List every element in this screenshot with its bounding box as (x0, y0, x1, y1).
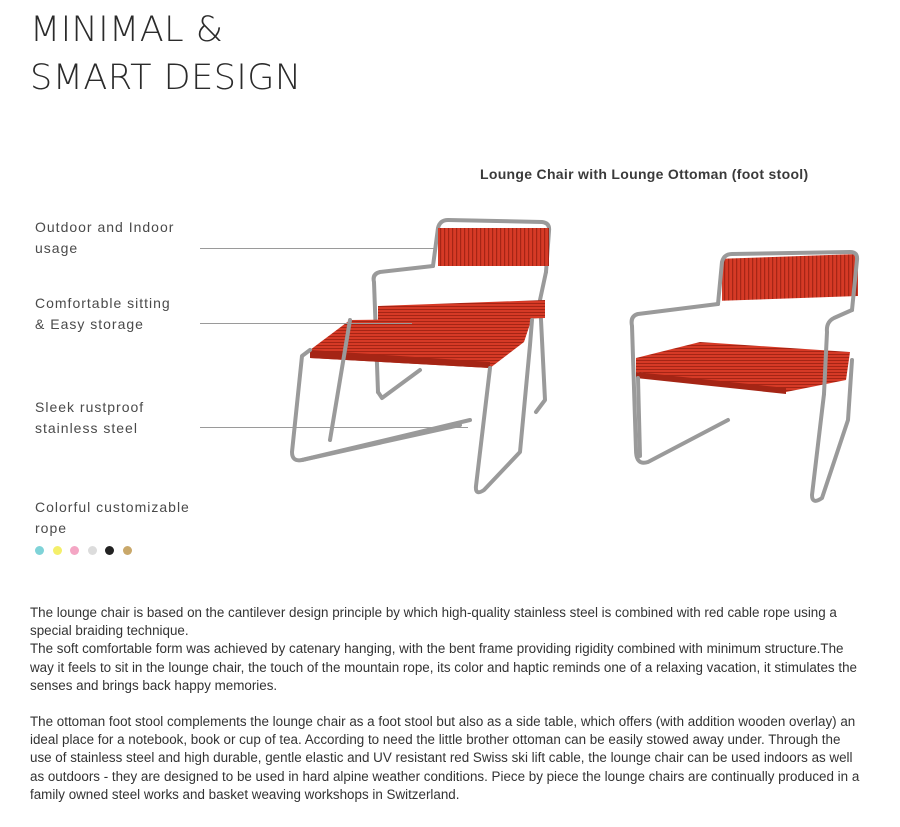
left-chair-back-rope (438, 228, 549, 266)
feature-comfort (35, 293, 171, 335)
feature-usage-line2: usage (35, 240, 79, 256)
feature-usage-line1: Outdoor and Indoor (35, 219, 175, 235)
swatch-turquoise (35, 546, 44, 555)
swatch-black (105, 546, 114, 555)
swatch-pink (70, 546, 79, 555)
product-description (30, 604, 865, 822)
feature-steel (35, 397, 144, 439)
color-swatches (35, 546, 132, 555)
right-lounge-chair (632, 252, 858, 501)
feature-usage (35, 217, 174, 259)
feature-comfort-line1: Comfortable sitting (35, 295, 171, 311)
feature-steel-line1: Sleek rustproof (35, 399, 145, 415)
leader-line-usage (200, 248, 435, 249)
leader-line-comfort (200, 323, 412, 324)
feature-rope-line1: Colorful customizable (35, 499, 190, 515)
product-caption: Lounge Chair with Lounge Ottoman (foot stool) (480, 166, 809, 182)
description-p1a: The lounge chair is based on the cantilever design principle by which high-quality stainless steel is combined with red cable rope using a special braiding technique. (30, 605, 837, 639)
description-paragraph-2: The ottoman foot stool complements the lounge chair as a foot stool but also as a side table, which offers (with addition wooden overlay) an ideal place for a notebook, book or cup of tea. According to need the little brother ottoman can be easily stowed away under. Through the use of stainless steel and high durable, gentle elastic and UV resistant red Swiss ski lift cable, the lounge chair can be used indoors as well as outdoors - they are designed to be used in hard alpine weather conditions. Piece by piece the lounge chairs are continually produced in a family owned steel works and basket weaving workshops in Switzerland. (30, 714, 860, 802)
description-paragraph-1 (30, 604, 865, 695)
swatch-light-grey (88, 546, 97, 555)
feature-comfort-line2: & Easy storage (35, 316, 144, 332)
swatch-yellow (53, 546, 62, 555)
feature-rope-line2: rope (35, 520, 68, 536)
description-p1b: The soft comfortable form was achieved by catenary hanging, with the bent frame providing rigidity combined with minimum structure.The way it feels to sit in the lounge chair, the touch of the mountain rope, its color and haptic reminds one of a relaxing vacation, it stimulates the senses and brings back happy memories. (30, 641, 857, 693)
leader-line-steel (200, 427, 468, 428)
swatch-gold (123, 546, 132, 555)
title-line-1: MINIMAL & (30, 10, 224, 50)
title-line-2: SMART DESIGN (30, 58, 302, 98)
feature-steel-line2: stainless steel (35, 420, 138, 436)
feature-rope (35, 497, 190, 539)
ottoman (292, 318, 532, 492)
